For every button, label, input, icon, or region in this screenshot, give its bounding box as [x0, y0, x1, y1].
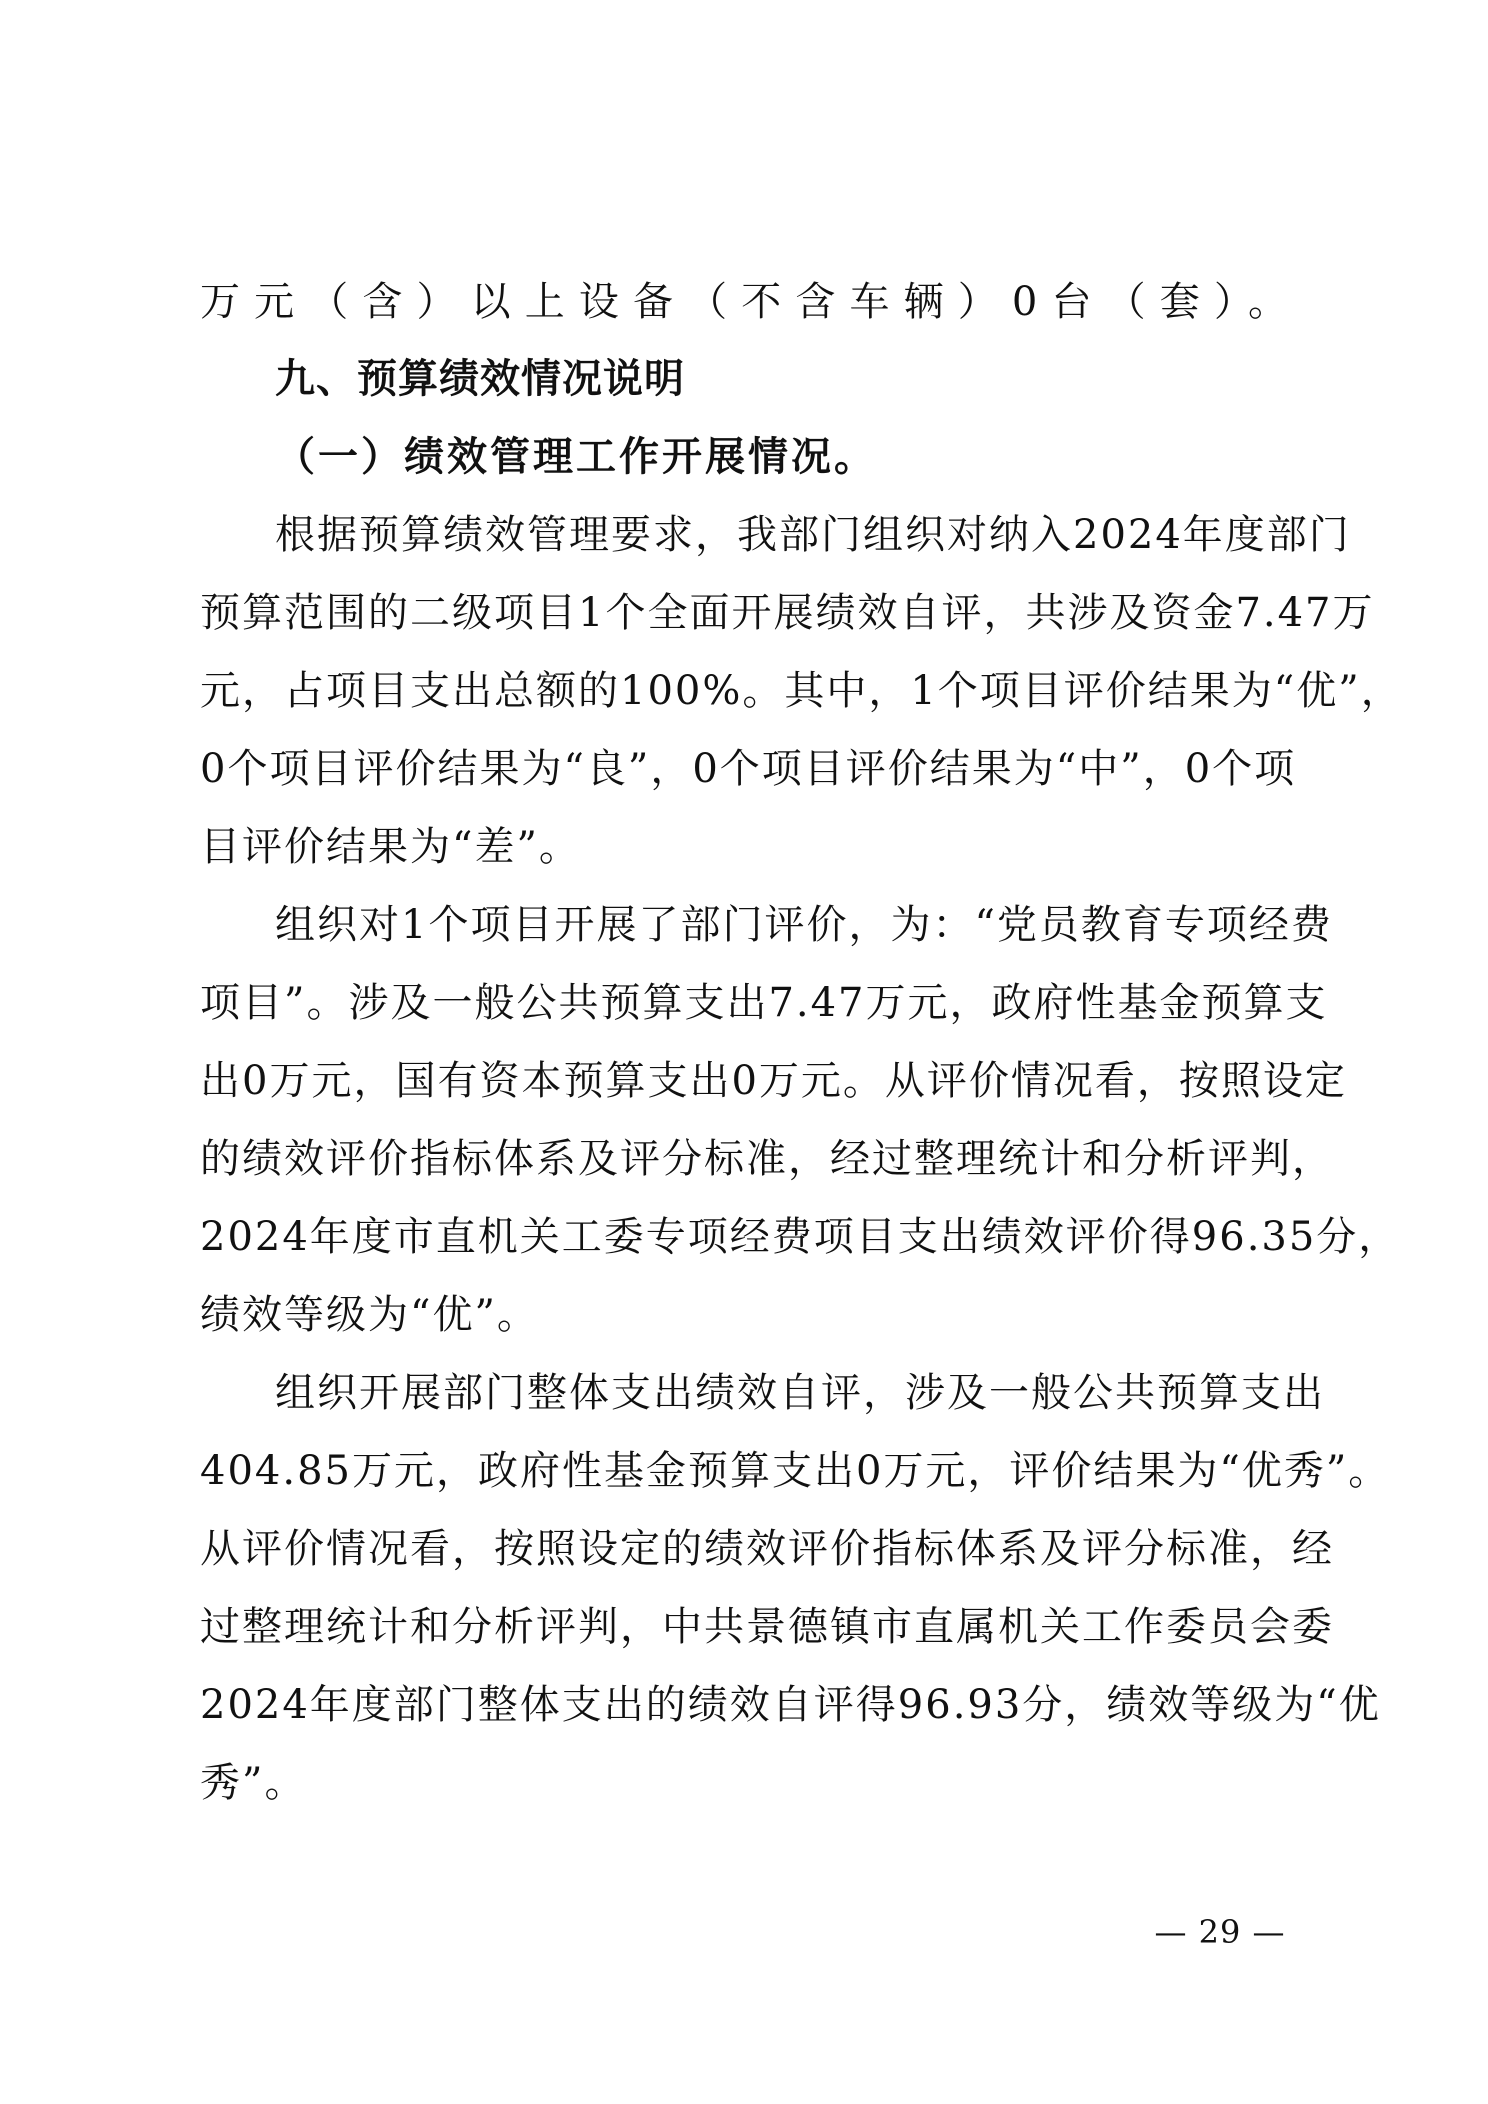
- body-text-line: 秀”。: [200, 1760, 307, 1806]
- body-text-line: 过整理统计和分析评判，中共景德镇市直属机关工作委员会委: [200, 1604, 1334, 1650]
- body-text-line: 万元（含）以上设备（不含车辆）0台（套）。: [200, 279, 1290, 325]
- body-text-line: 元，占项目支出总额的100%。其中，1个项目评价结果为“优”，: [200, 668, 1403, 714]
- body-text-line: 的绩效评价指标体系及评分标准，经过整理统计和分析评判，: [200, 1136, 1334, 1182]
- body-text-line: 目评价结果为“差”。: [200, 824, 581, 870]
- body-text-line: 根据预算绩效管理要求，我部门组织对纳入2024年度部门: [275, 512, 1351, 558]
- body-text-line: 项目”。涉及一般公共预算支出7.47万元，政府性基金预算支: [200, 980, 1328, 1026]
- body-text-line: 2024年度部门整体支出的绩效自评得96.93分，绩效等级为“优: [200, 1682, 1381, 1728]
- body-text-line: 404.85万元，政府性基金预算支出0万元，评价结果为“优秀”。: [200, 1448, 1391, 1494]
- body-text-line: 出0万元，国有资本预算支出0万元。从评价情况看，按照设定: [200, 1058, 1347, 1104]
- body-text-line: 2024年度市直机关工委专项经费项目支出绩效评价得96.35分，: [200, 1214, 1401, 1260]
- body-text-line: 绩效等级为“优”。: [200, 1292, 539, 1338]
- body-text-line: 0个项目评价结果为“良”，0个项目评价结果为“中”，0个项: [200, 746, 1297, 792]
- subsection-heading: （一）绩效管理工作开展情况。: [275, 433, 877, 480]
- body-text-line: 从评价情况看，按照设定的绩效评价指标体系及评分标准，经: [200, 1526, 1334, 1572]
- body-text-line: 组织开展部门整体支出绩效自评，涉及一般公共预算支出: [275, 1370, 1325, 1416]
- section-heading: 九、预算绩效情况说明: [275, 356, 685, 402]
- body-text-line: 组织对1个项目开展了部门评价，为：“党员教育专项经费: [275, 902, 1333, 948]
- body-text-line: 预算范围的二级项目1个全面开展绩效自评，共涉及资金7.47万: [200, 590, 1375, 636]
- page-number: — 29 —: [1154, 1913, 1286, 1951]
